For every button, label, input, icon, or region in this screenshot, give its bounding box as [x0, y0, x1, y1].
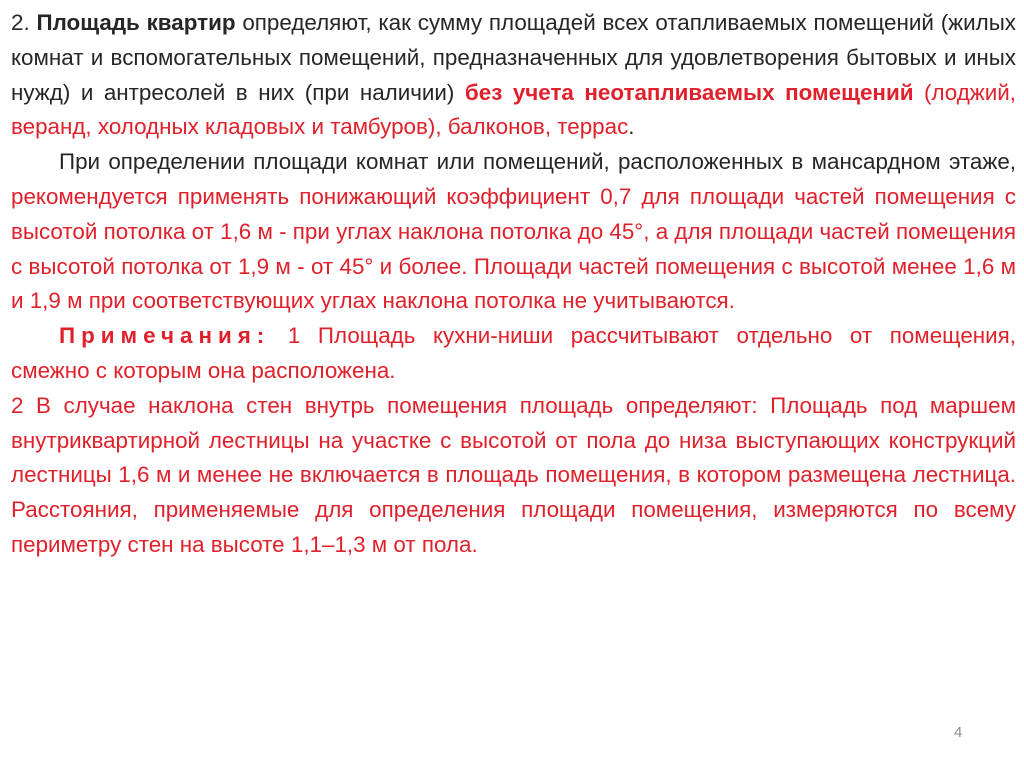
paragraph-attic-floor: [11, 145, 1016, 319]
attic-floor-lead: При определении площади комнат или помещений, расположенных в мансардном этаже,: [59, 149, 1016, 175]
paragraph-number: 2.: [11, 10, 30, 35]
attic-floor-coefficient: рекомендуется применять понижающий коэффициент 0,7 для площади частей помещения с высотой потолка от 1,6 м - при углах наклона потолка до 45°, а для площади частей помещения с высотой потолка от 1,9 м - от 45° и более. Площади частей помещения с высотой менее 1,6 м и 1,9 м при соответствующих углах наклона потолка не учитываются.: [11, 183, 1016, 314]
paragraph-apartment-area: [11, 6, 1016, 145]
unheated-rooms-emphasis: без учета неотапливаемых помещений: [464, 79, 914, 105]
slide-body: [11, 6, 1016, 563]
apartment-area-heading: Площадь квартир: [36, 10, 236, 35]
page-number: 4: [954, 724, 963, 741]
notes-label: Примечания:: [59, 323, 271, 349]
paragraph-note-1: [11, 319, 1016, 389]
paragraph-end: .: [628, 114, 635, 140]
note-2-text: 2 В случае наклона стен внутрь помещения площадь определяют: Площадь под маршем внутриквартирной лестницы на участке с высотой от пола до низа выступающих конструкций лестницы 1,6 м и менее не включается в площадь помещения, в котором размещена лестница. Расстояния, применяемые для определения площади помещения, измеряются по всему периметру стен на высоте 1,1–1,3 м от пола.: [11, 392, 1016, 557]
note-1-text: 1 Площадь кухни-ниши рассчитывают отдельно от помещения, смежно с которым она расположена.: [11, 323, 1016, 383]
paragraph-note-2: [11, 389, 1016, 563]
unheated-rooms-list: (лоджий, веранд, холодных кладовых и тамбуров), балконов, террас: [11, 79, 1016, 140]
apartment-area-text: определяют, как сумму площадей всех отапливаемых помещений (жилых комнат и вспомогательных помещений, предназначенных для удовлетворения бытовых и иных нужд) и антресолей в них (при наличии): [11, 10, 1016, 105]
